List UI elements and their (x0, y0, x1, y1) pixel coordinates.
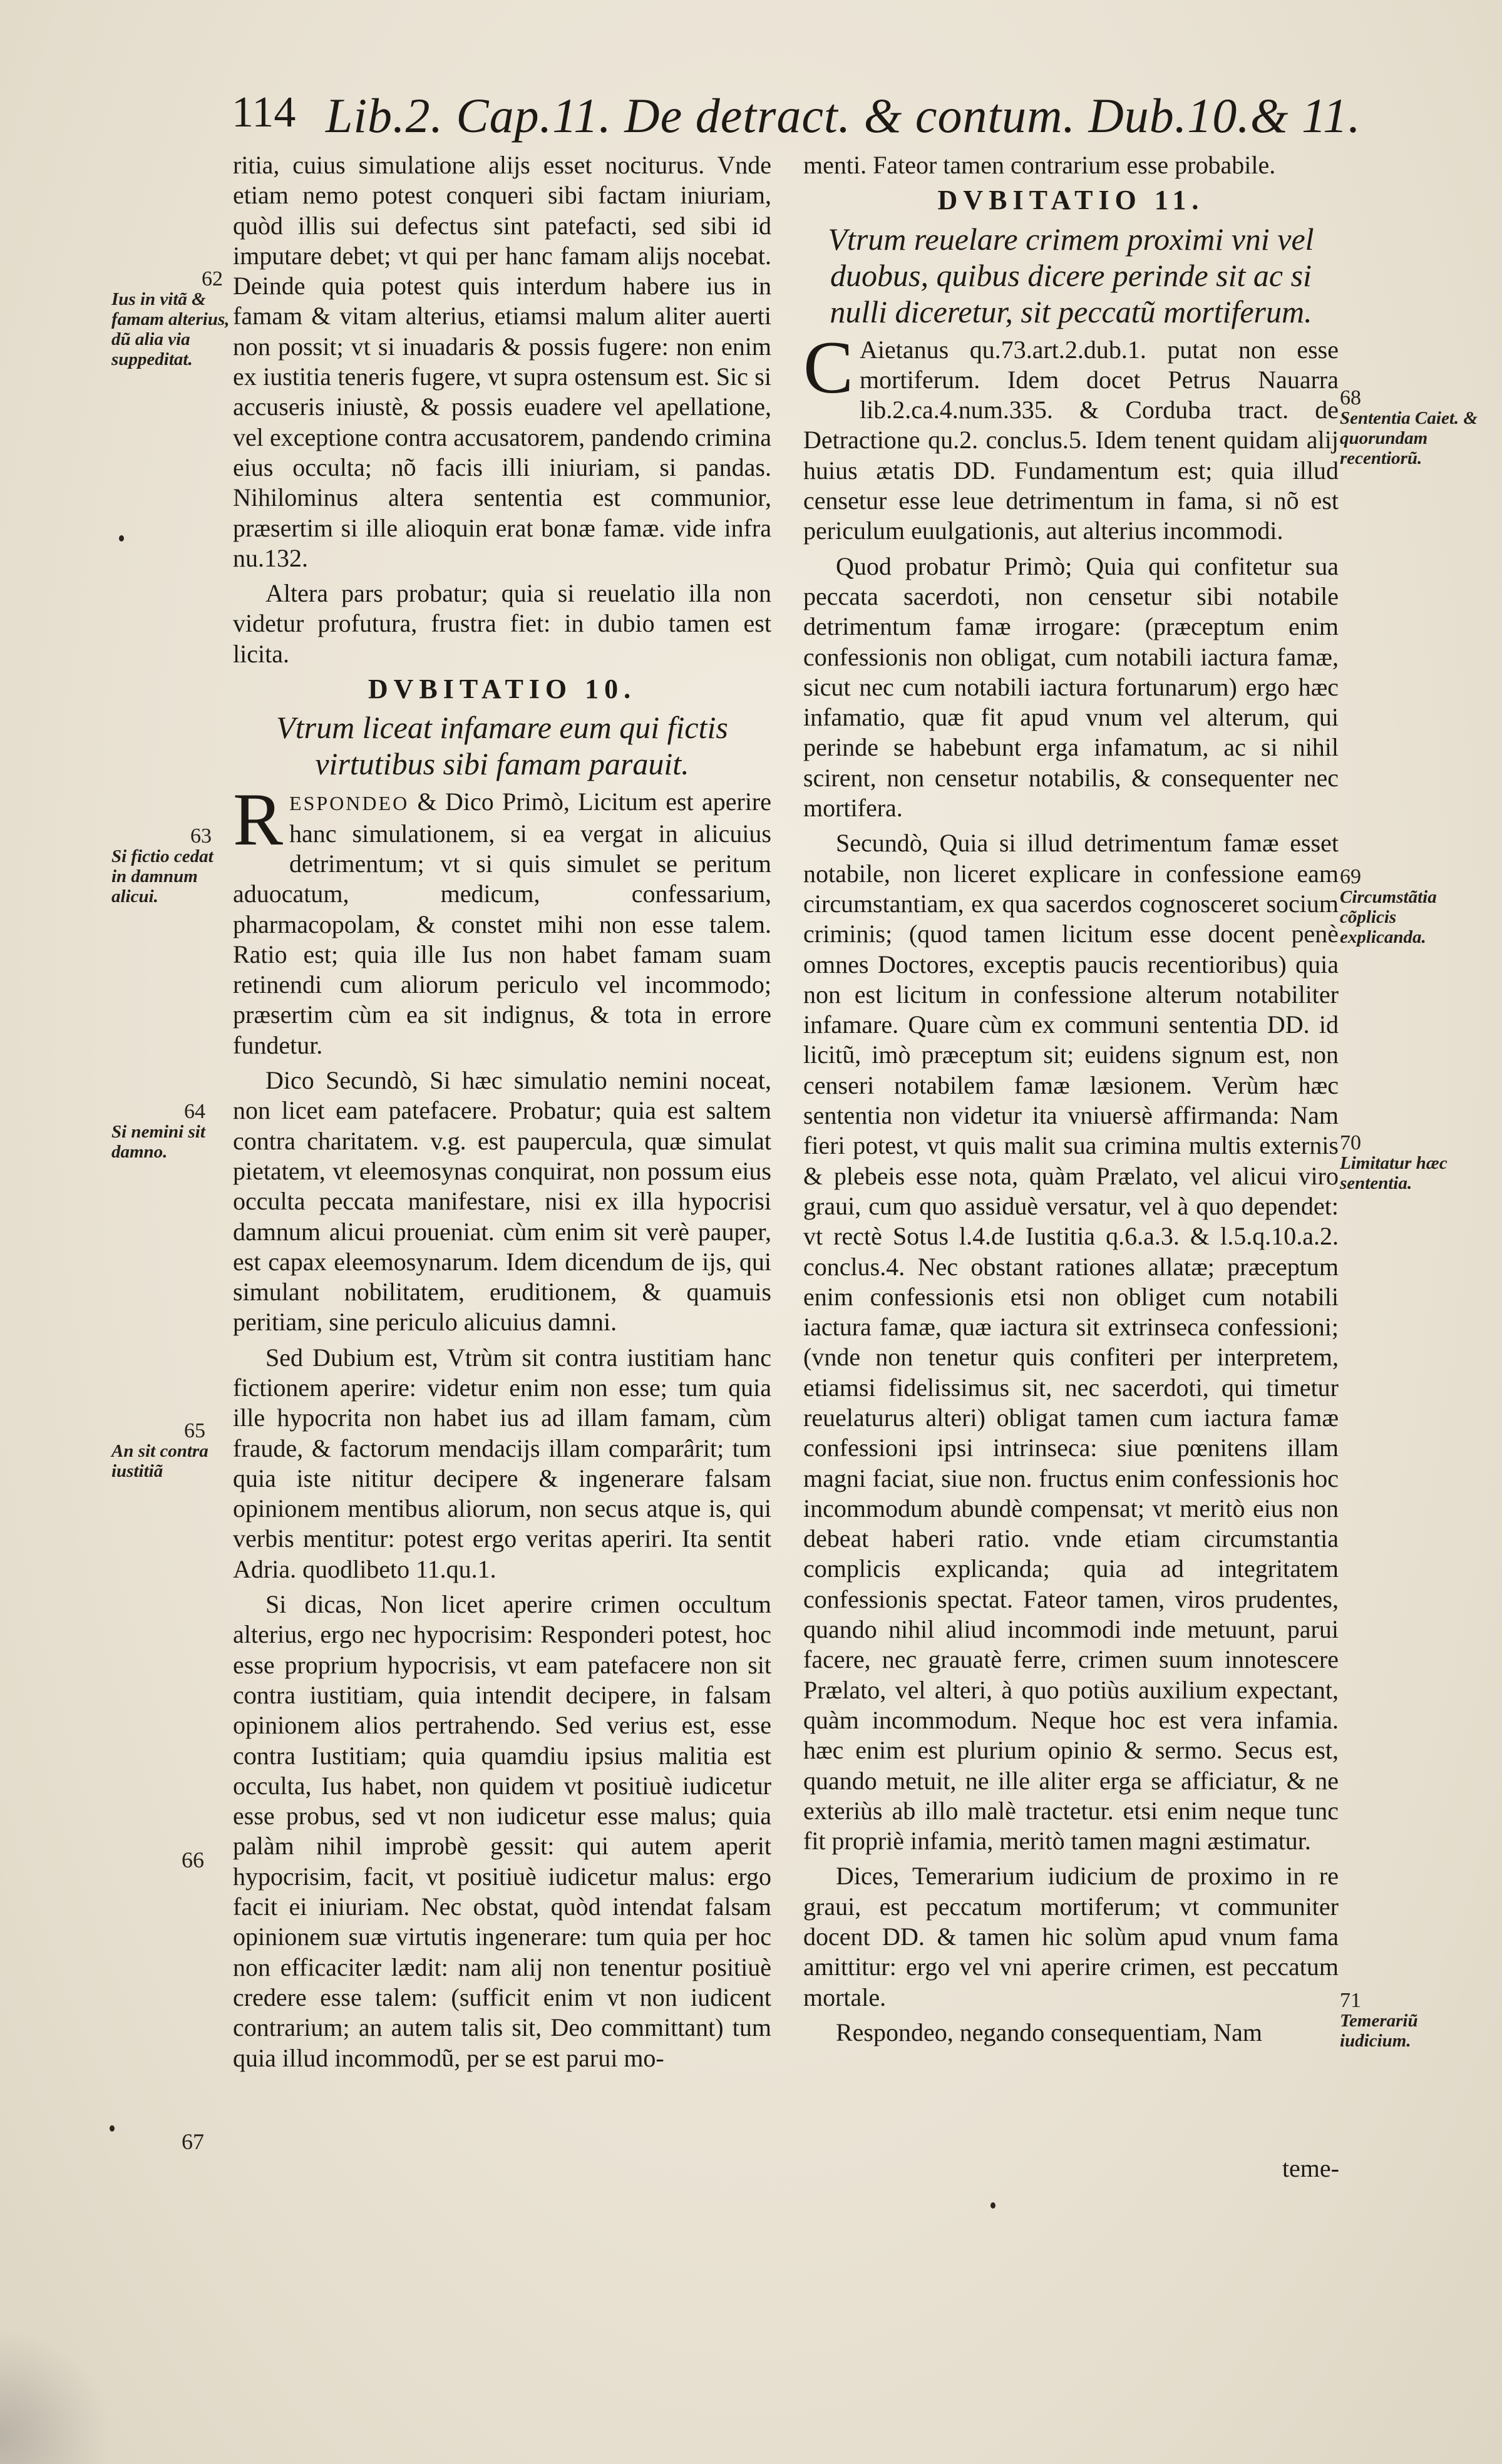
paragraph-text: & Dico Primò, Licitum est aperire hanc simulationem, si ea vergat in alicuius detrimentum; vt si quis simulet se peritum aduocatum, medicum, confessarium, pharmacopolam, & constet mihi non esse talem. Ratio est; quia ille Ius non habet famam suam retinendi cum aliorum periculo vel incommodo; præsertim cùm ea sit indignus, & tota in errore fundetur. (233, 788, 771, 1059)
margin-number: 67 (182, 2129, 204, 2154)
page-shadow (0, 2329, 113, 2464)
margin-note-text: Si fictio cedat in damnum alicui. (111, 846, 213, 906)
paragraph: Sed Dubium est, Vtrùm sit contra iustitiam hanc fictionem aperire: videtur enim non esse; tum quia ille hypocrita non habet ius ad illam famam, cùm fraude, & factorum mendacijs illam comparârit; tum quia iste nititur decipere & ingenerare falsam opinionem mentibus aliorum, non secus atque is, qui verbis mentitur: potest ergo veritas aperiri. Ita sentit Adria. quodlibeto 11.qu.1. (233, 1343, 771, 1583)
margin-note (111, 269, 230, 369)
margin-note-text: Ius in vitã & famam alterius, dũ alia via suppeditat. (111, 289, 230, 369)
paragraph: Respondeo, negando consequentiam, Nam (836, 2018, 1262, 2046)
margin-number: 66 (182, 1847, 204, 1872)
margin-note (111, 826, 230, 906)
left-column (233, 150, 771, 2078)
running-header (232, 88, 1361, 157)
ink-speck (119, 535, 124, 542)
paragraph: Dico Secundò, Si hæc simulatio nemini noceat, non licet eam patefacere. Probatur; quia est saltem contra charitatem. v.g. est paupercula, quæ simulat pietatem, vt eleemosynas conquirat, non possum eius occulta peccata manifestare, nisi ex illa hypocrisi damnum alicui proueniat. cùm enim sit verè pauper, est capax eleemosynarum. Idem dicendum de ijs, qui simulant nobilitatem, eruditionem, & quamuis peritiam, sine periculo alicuius damni. (233, 1066, 771, 1337)
paragraph: Si dicas, Non licet aperire crimen occultum alterius, ergo nec hypocrisim: Responderi potest, hoc esse proprium hypocrisis, vt eam patefacere non sit contra iustitiam, quia intendit decipere, in falsam opinionem alios pertrahendo. Sed verius est, esse contra Iustitiam; quia quamdiu ipsius malitia est occulta, Ius habet, non quidem vt positiuè iudicetur esse probus, sed vt non iudicetur esse malus; quia palàm nihil improbè gessit: qui autem aperit hypocrisim, facit, vt positiuè iudicetur malus: ergo facit ei iniuriam. Nec obstat, quòd intendat falsam opinionem suæ virtutis ingenerare: tum quia per hoc non efficaciter lædit: nam alij non tenentur positiuè credere esse talem: (sufficit enim vt non iudicent contrarium; an autem talis sit, Deo committant) tum quia illud incommodũ, per se est parui mo- (233, 1590, 771, 2072)
margin-note-text: Limitatur hæc sententia. (1340, 1153, 1448, 1193)
margin-number: 69 (1340, 865, 1361, 888)
margin-note (1340, 1991, 1484, 2051)
paragraph: Dices, Temerarium iudicium de proximo in re graui, est peccatum mortiferum; vt communiter docent DD. & tamen hic solùm apud vnum fama amittitur: ergo vel vni aperire crimen, est peccatum mortale. (803, 1862, 1339, 2011)
right-column (803, 150, 1339, 2053)
paragraph: Altera pars probatur; quia si reuelatio illa non videtur profutura, frustra fiet: in dubio tamen est licita. (233, 579, 771, 668)
ink-speck (110, 2125, 115, 2132)
dubitatio-heading: DVBITATIO 10. (368, 674, 637, 705)
margin-number: 70 (1340, 1131, 1361, 1154)
margin-note (111, 1421, 230, 1481)
dubitatio-heading: DVBITATIO 11. (937, 185, 1205, 216)
paragraph: menti. Fateor tamen contrarium esse probabile. (803, 151, 1276, 179)
catchword: teme- (1282, 2154, 1339, 2182)
margin-number: 62 (202, 267, 223, 290)
paragraph (233, 778, 771, 1060)
small-caps: ESPONDEO (289, 792, 409, 815)
dubitatio-question: Vtrum reuelare crimem proximi vni vel duobus, quibus dicere perinde sit ac si nulli diceretur, sit peccatũ mortiferum. (828, 221, 1314, 329)
margin-number: 63 (190, 824, 212, 848)
margin-note-text: Si nemini sit damno. (111, 1122, 205, 1162)
paragraph: Quod probatur Primò; Quia qui confitetur sua peccata sacerdoti, non censetur sibi notabile detrimentum famæ irrogare: (præceptum enim confessionis non obligat, cum notabili iactura famæ, sicut nec cum notabili iactura fortunarum) ergo hæc infamatio, quæ fit apud vnum vel alterum, qui perinde se habebunt erga infamatum, ac si nihil scirent, non censetur notabilis, & consequenter nec mortifera. (803, 552, 1339, 823)
margin-note (1340, 867, 1484, 947)
margin-note-text: An sit contra iustitiã (111, 1441, 208, 1481)
margin-number: 68 (1340, 386, 1361, 409)
margin-note (111, 1102, 230, 1162)
paragraph: ritia, cuius simulatione alijs esset nociturus. Vnde etiam nemo potest conqueri sibi factam iniuriam, quòd illis sui defectus sint patefacti, sed sibi id imputare debet; vt qui per hanc famam alijs nocebat. Deinde quia potest quis interdum habere ius in famam & vitam alterius, etiamsi malum aliter auerti non possit; vt si inuadaris & possis fugere: non enim ex iustitia teneris fugere, vt supra ostensum est. Sic si accuseris iniustè, & possis euadere vel apellatione, vel exceptione contra accusatorem, pandendo crimina eius occulta; nõ facis illi iniuriam, si pandas. Nihilominus altera sententia est communior, præsertim si ille alioquin erat bonæ famæ. vide infra nu.132. (233, 151, 771, 572)
page-number: 114 (232, 88, 296, 136)
running-title: Lib.2. Cap.11. De detract. & contum. Dub.10.& 11. (326, 88, 1361, 143)
margin-number: 71 (1340, 1989, 1361, 2012)
drop-cap: R (233, 778, 284, 861)
margin-note (1340, 1133, 1484, 1193)
margin-note (1340, 388, 1484, 468)
paragraph (803, 325, 1339, 547)
margin-note-text: Sententia Caiet. & quorundam recentiorũ. (1340, 408, 1478, 468)
paragraph: Secundò, Quia si illud detrimentum famæ esset notabile, non liceret explicare in confessione eam circumstantiam, ex qua sacerdos cognosceret socium criminis; (quod tamen licitum esse docent penè omnes Doctores, exceptis paucis recentioribus) quia non est licitum in confessione alterum notabiliter infamare. Quare cùm ex communi sententia DD. id licitũ, imò præceptum sit; euidens signum est, non censeri notabilem famæ læsionem. Verùm hæc sententia non videtur ita vniuersè affirmanda: Nam fieri potest, vt quis malit sua crimina multis externis & plebeis esse nota, quàm Prælato, vel alicui viro graui, cum quo assiduè versatur, vel à quo dependet: vt rectè Sotus l.4.de Iustitia q.6.a.3. & l.5.q.10.a.2. conclus.4. Nec obstant rationes allatæ; præceptum enim confessionis etsi non obliget cum notabili iactura famæ, quæ iactura sit extrinseca confessioni; (vnde non tenetur quis confiteri per interpretem, etiamsi fidelissimus sit, nec sacerdoti, qui timetur reuelaturus alteri) obligat tamen cum iactura famæ confessioni ipsi intrinseca: siue pœnitens illam magni faciat, siue non. fructus enim confessionis hoc incommodum abundè compensat; vt meritò eius non debeat haberi ratio. vnde etiam circumstantia complicis explicanda; quia ad integritatem confessionis spectat. Fateor tamen, viros prudentes, quando nihil aliud incommodi inde metuunt, parui facere, nec grauatè ferre, crimen suum innotescere Prælato, vel alteri, à quo potiùs auxilium expectant, quàm incommodum. Neque hoc est vera infamia. hæc enim est plurium opinio & sermo. Secus est, quando metuit, ne ille aliter erga se afficiatur, & ne exteriùs ab illo malè tractetur. etsi enim neque tunc fit propriè infamia, meritò tamen magni æstimatur. (803, 829, 1339, 1856)
paragraph-text: Aietanus qu.73.art.2.dub.1. putat non esse mortiferum. Idem docet Petrus Nauarra lib.2.ca.4.num.335. & Corduba tract. de Detractione qu.2. conclus.5. Idem tenent quidam alij huius ætatis DD. Fundamentum est; quia illud censetur esse leue detrimentum in fama, si nõ est periculum euulgationis, aut alterius incommodi. (803, 335, 1339, 545)
margin-number: 64 (184, 1100, 205, 1123)
margin-note-text: Circumstãtia cõplicis explicanda. (1340, 887, 1437, 947)
margin-note-text: Temerariũ iudicium. (1340, 2011, 1418, 2051)
ink-speck (990, 2202, 995, 2209)
drop-cap: C (803, 325, 854, 409)
margin-number: 65 (184, 1419, 205, 1442)
dubitatio-question: Vtrum liceat infamare eum qui fictis virtutibus sibi famam parauit. (276, 710, 728, 782)
